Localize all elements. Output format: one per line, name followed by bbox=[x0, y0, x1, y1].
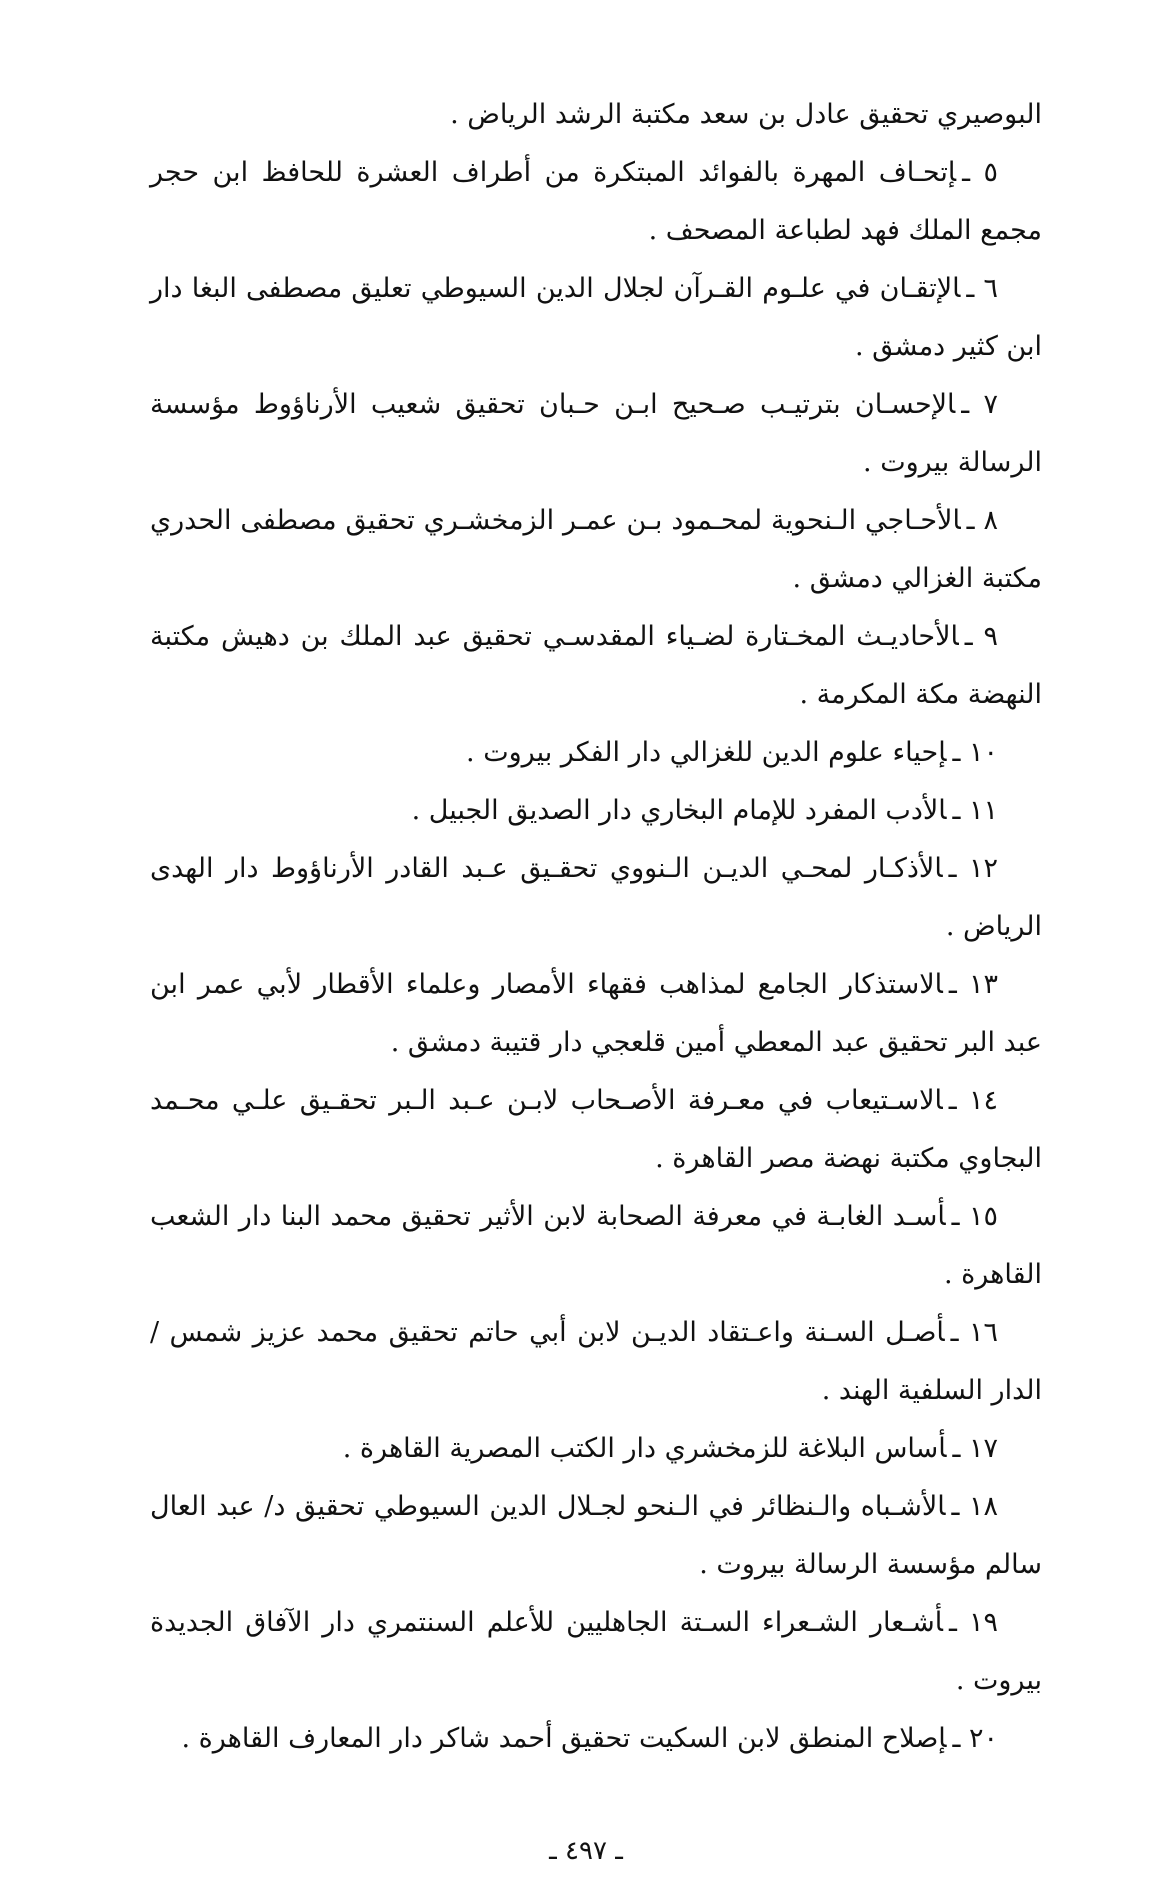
entry-number: ١٣ ـ bbox=[948, 969, 999, 1000]
entry-text: أساس البلاغة للزمخشري دار الكتب المصرية القاهرة . bbox=[342, 1433, 947, 1464]
reference-entry bbox=[150, 1188, 1042, 1304]
entry-number: ١٤ ـ bbox=[948, 1085, 999, 1116]
entry-number: ١٢ ـ bbox=[948, 853, 998, 884]
entry-text: الاستذكار الجامع لمذاهب فقهاء الأمصار وعلماء الأقطار لأبي عمر ابن عبد البر تحقيق عبد المعطي أمين قلعجي دار قتيبة دمشق . bbox=[150, 969, 1042, 1058]
entry-number: ١٠ ـ bbox=[952, 737, 998, 768]
reference-entry bbox=[150, 144, 1042, 260]
entry-number: ٨ ـ bbox=[966, 505, 998, 536]
reference-entry bbox=[150, 260, 1042, 376]
entry-number: ١٦ ـ bbox=[950, 1317, 999, 1348]
entry-text: الاسـتيعاب في معـرفة الأصـحاب لابـن عـبد الـبر تحقـيق علـي محـمد البجاوي مكتبة نهضة مصر القاهرة . bbox=[150, 1085, 1042, 1174]
continued-entry: البوصيري تحقيق عادل بن سعد مكتبة الرشد الرياض . bbox=[450, 99, 1042, 130]
entry-number: ١٧ ـ bbox=[952, 1433, 998, 1464]
entry-number: ٢٠ ـ bbox=[952, 1723, 998, 1754]
reference-entry bbox=[150, 1710, 1042, 1768]
reference-list bbox=[150, 144, 1042, 1768]
reference-entry bbox=[150, 840, 1042, 956]
entry-number: ٩ ـ bbox=[964, 621, 998, 652]
entry-number: ١١ ـ bbox=[952, 795, 998, 826]
reference-entry bbox=[150, 1420, 1042, 1478]
entry-text: أصـل السـنة واعـتقاد الديـن لابن أبي حاتم تحقيق محمد عزيز شمس / الدار السلفية الهند . bbox=[150, 1317, 1042, 1406]
entry-number: ١٨ ـ bbox=[951, 1491, 998, 1522]
entry-text: الإتقـان في علـوم القـرآن لجلال الدين السيوطي تعليق مصطفى البغا دار ابن كثير دمشق . bbox=[150, 273, 1042, 362]
entry-number: ٧ ـ bbox=[961, 389, 998, 420]
entry-number: ٥ ـ bbox=[962, 157, 998, 188]
entry-text: الأحاديـث المخـتارة لضـياء المقدسـي تحقيق عبد الملك بن دهيش مكتبة النهضة مكة المكرمة . bbox=[150, 621, 1042, 710]
entry-text: إحياء علوم الدين للغزالي دار الفكر بيروت . bbox=[466, 737, 947, 768]
reference-entry bbox=[150, 724, 1042, 782]
entry-text: الأحـاجي الـنحوية لمحـمود بـن عمـر الزمخشـري تحقيق مصطفى الحدري مكتبة الغزالي دمشق . bbox=[150, 505, 1042, 594]
page-number: ـ ٤٩٧ ـ bbox=[549, 1836, 623, 1866]
entry-text: الأذكـار لمحـي الديـن الـنووي تحقـيق عـبد القادر الأرناؤوط دار الهدى الرياض . bbox=[150, 853, 1042, 942]
reference-entry bbox=[150, 1478, 1042, 1594]
reference-entry bbox=[150, 376, 1042, 492]
entry-text: الأشـباه والـنظائر في الـنحو لجـلال الدين السيوطي تحقيق د/ عبد العال سالم مؤسسة الرسالة بيروت . bbox=[150, 1491, 1042, 1580]
reference-entry bbox=[150, 492, 1042, 608]
entry-text: الأدب المفرد للإمام البخاري دار الصديق الجبيل . bbox=[411, 795, 947, 826]
reference-entry bbox=[150, 608, 1042, 724]
entry-text: إتحـاف المهرة بالفوائد المبتكرة من أطراف العشرة للحافظ ابن حجر مجمع الملك فهد لطباعة المصحف . bbox=[150, 157, 1042, 246]
reference-entry bbox=[150, 1072, 1042, 1188]
entry-text: إصلاح المنطق لابن السكيت تحقيق أحمد شاكر دار المعارف القاهرة . bbox=[181, 1723, 947, 1754]
entry-text: أسـد الغابـة في معرفة الصحابة لابن الأثير تحقيق محمد البنا دار الشعب القاهرة . bbox=[150, 1201, 1042, 1290]
entry-text: أشـعار الشـعراء السـتة الجاهليين للأعلم السنتمري دار الآفاق الجديدة بيروت . bbox=[150, 1607, 1042, 1696]
entry-number: ١٩ ـ bbox=[949, 1607, 998, 1638]
reference-entry bbox=[150, 782, 1042, 840]
reference-entry bbox=[150, 1304, 1042, 1420]
entry-number: ٦ ـ bbox=[966, 273, 998, 304]
entry-number: ١٥ ـ bbox=[951, 1201, 999, 1232]
reference-entry bbox=[150, 1594, 1042, 1710]
reference-entry bbox=[150, 956, 1042, 1072]
entry-text: الإحسـان بترتيـب صـحيح ابـن حـبان تحقيق شعيب الأرناؤوط مؤسسة الرسالة بيروت . bbox=[150, 389, 1042, 478]
